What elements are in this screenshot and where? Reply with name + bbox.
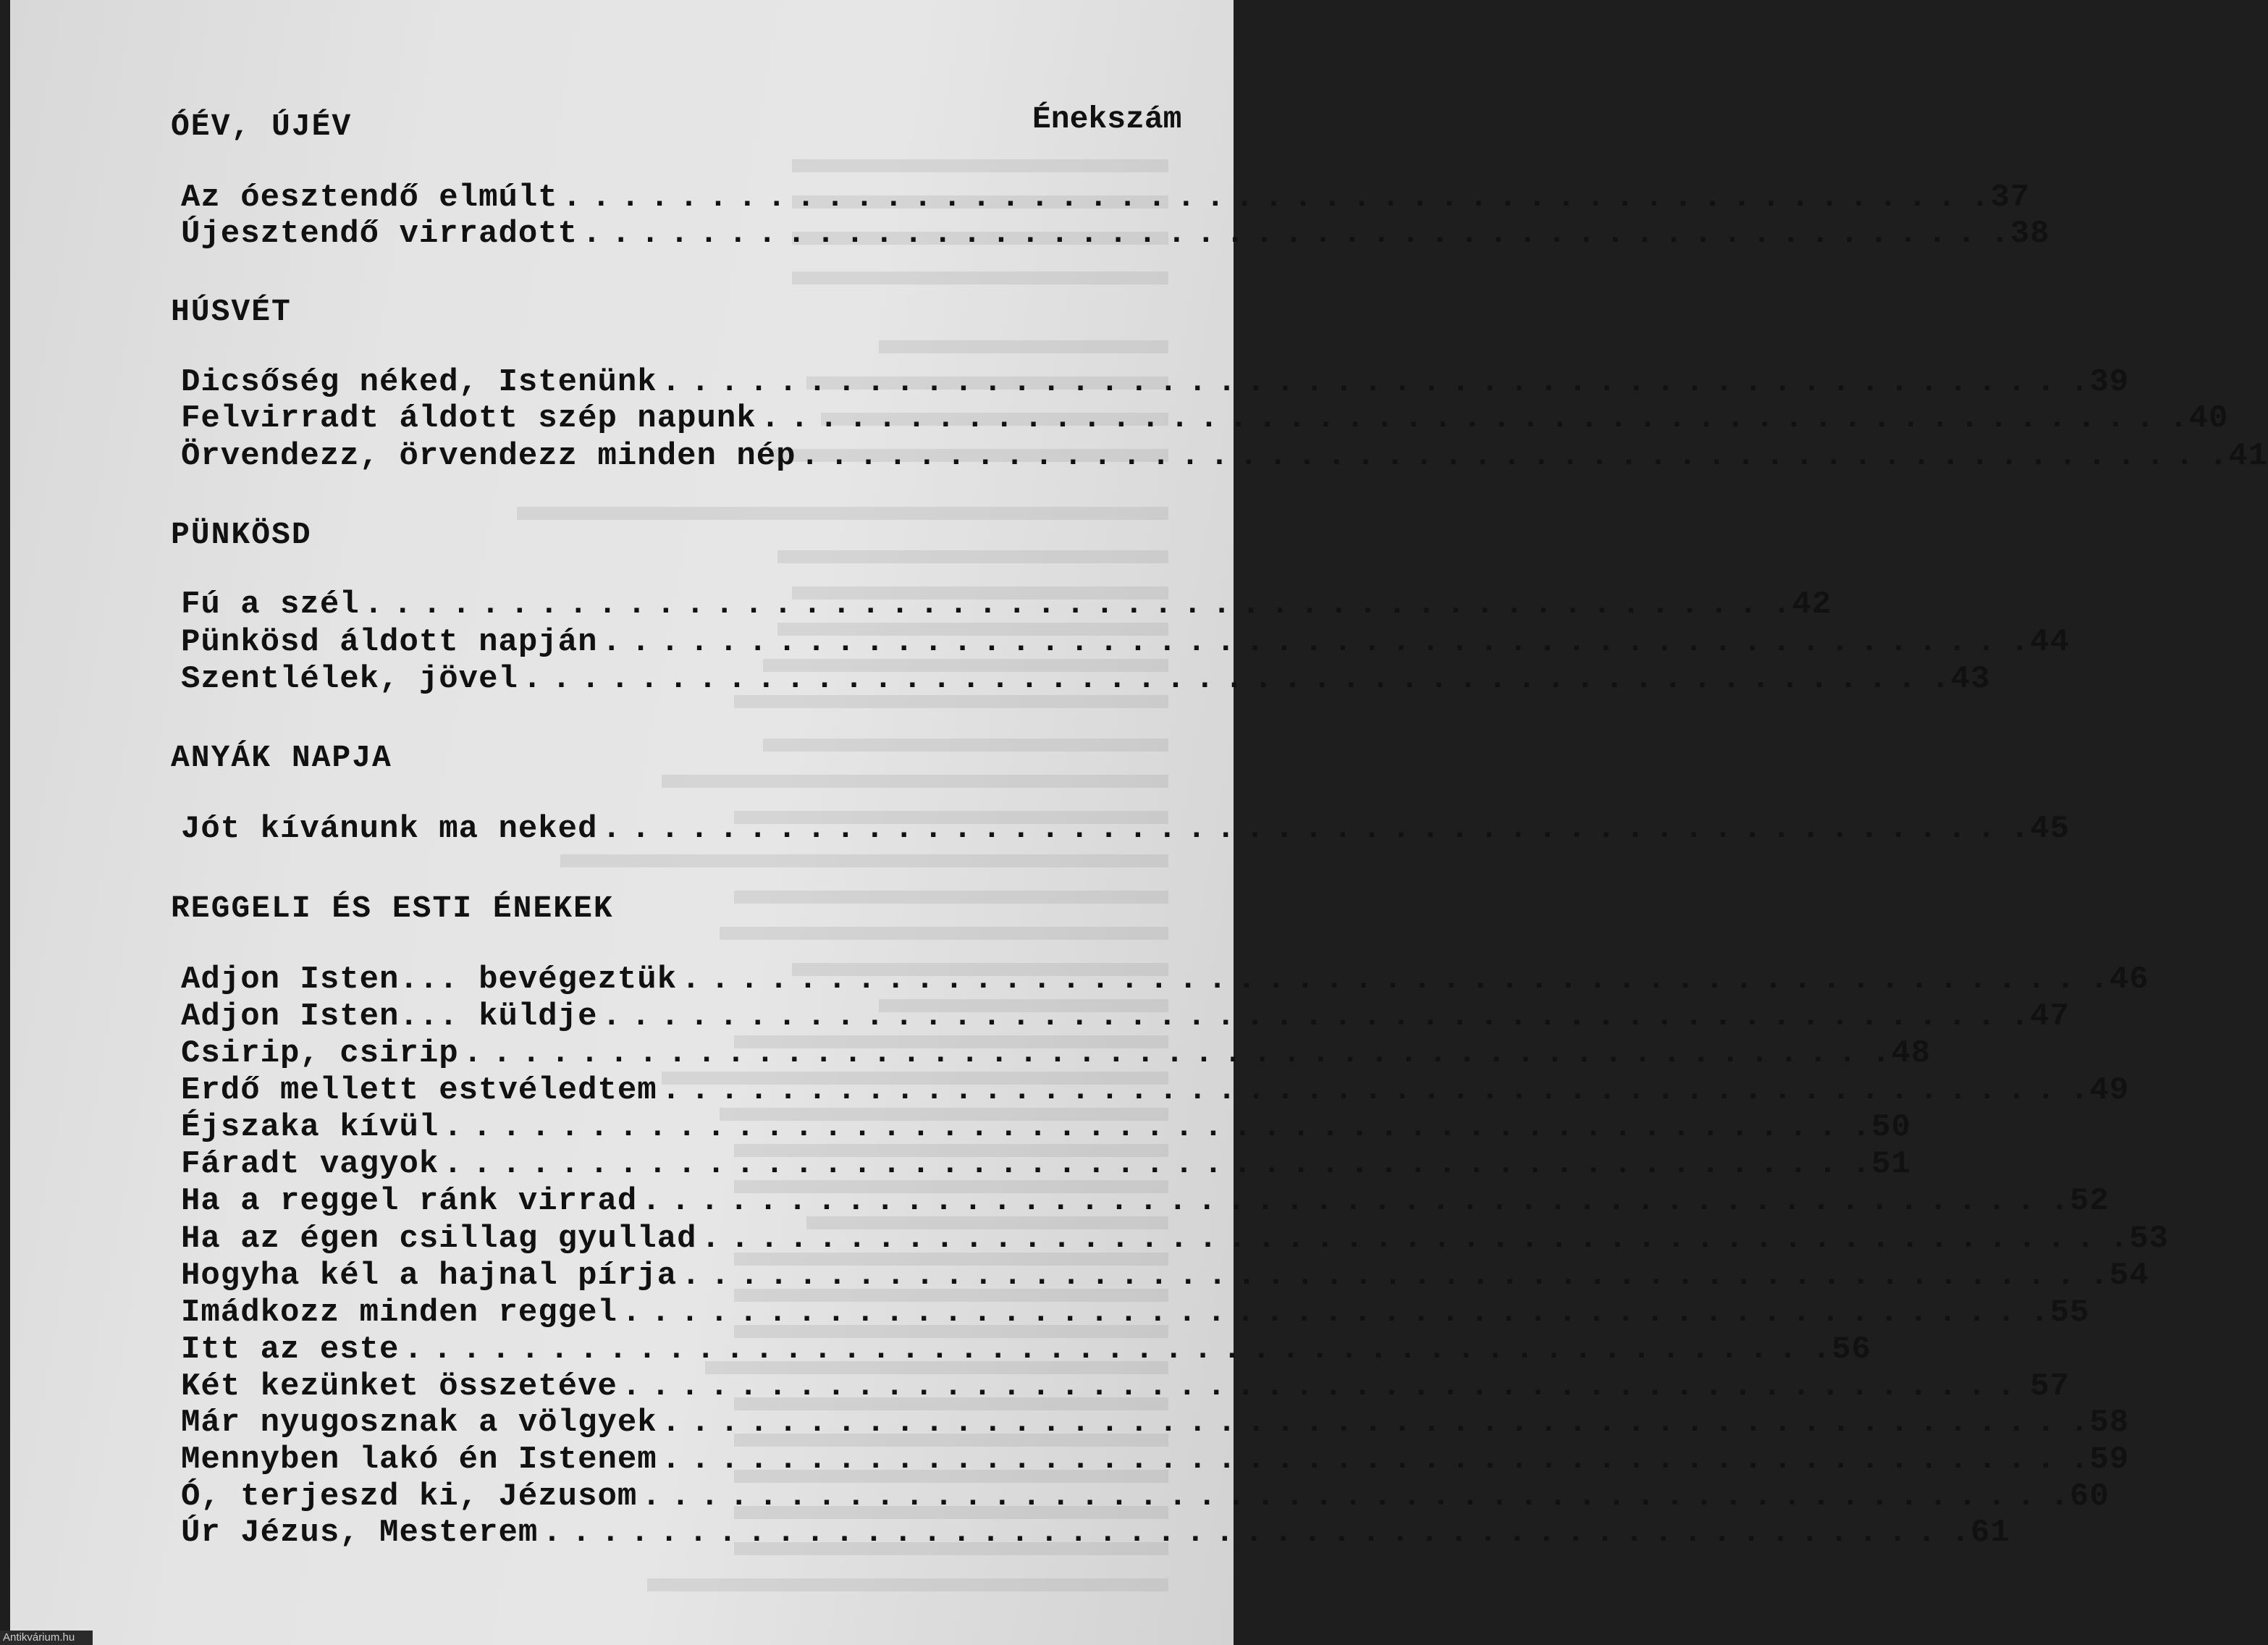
entry-title: Felvirradt áldott szép napunk: [181, 400, 756, 437]
entry-number: .40: [2169, 400, 2229, 437]
toc-entry: [181, 1109, 1911, 1145]
entry-number: .58: [2070, 1405, 2130, 1441]
toc-entry: [181, 998, 2070, 1035]
entry-number: .42: [1772, 586, 1832, 623]
entry-title: Imádkozz minden reggel: [181, 1295, 617, 1331]
entry-number: 57: [2030, 1368, 2070, 1405]
entry-number: .44: [2010, 624, 2070, 660]
entry-number: .37: [1970, 180, 2031, 216]
entry-title: Erdő mellett estvéledtem: [181, 1072, 657, 1108]
toc-entry: [181, 216, 2050, 252]
section-heading-anyak-napja: ANYÁK NAPJA: [171, 740, 392, 775]
column-header-song-number: Énekszám: [1032, 101, 1182, 137]
entry-title: Pünkösd áldott napján: [181, 624, 598, 660]
dot-leader: ................................................: [641, 1478, 2046, 1515]
dot-leader: ................................................: [661, 364, 2066, 400]
dot-leader: ................................................: [562, 180, 1967, 216]
toc-entry: [181, 1442, 2130, 1478]
section-heading-reggeli-es-esti-enekek: REGGELI ÉS ESTI ÉNEKEK: [171, 891, 614, 926]
dot-leader: ................................................: [641, 1183, 2046, 1219]
dot-leader: ................................................: [403, 1331, 1808, 1368]
entry-number: .46: [2089, 962, 2149, 998]
entry-title: Fú a szél: [181, 586, 360, 623]
dot-leader: ................................................: [443, 1146, 1847, 1182]
entry-title: Fáradt vagyok: [181, 1146, 439, 1182]
section-heading-punkosd: PÜNKÖSD: [171, 517, 312, 552]
toc-entry: [181, 1183, 2109, 1219]
entry-title: Jót kívánunk ma neked: [181, 811, 598, 847]
section-heading-oev-ujev: ÓÉV, ÚJÉV: [171, 109, 353, 144]
toc-entry: [181, 1478, 2109, 1515]
entry-number: .59: [2070, 1442, 2130, 1478]
dot-leader: ................................................: [661, 1405, 2066, 1441]
entry-number: .47: [2010, 998, 2070, 1035]
toc-entry: [181, 1035, 1931, 1072]
entry-title: Szentlélek, jövel: [181, 661, 518, 697]
section-heading-husvet: HÚSVÉT: [171, 294, 292, 329]
toc-entry: [181, 962, 2149, 998]
dot-leader: ................................................: [443, 1109, 1847, 1145]
entry-title: Már nyugosznak a völgyek: [181, 1405, 657, 1441]
entry-title: Itt az este: [181, 1331, 400, 1368]
entry-title: Hogyha kél a hajnal pírja: [181, 1258, 678, 1294]
entry-title: Csirip, csirip: [181, 1035, 459, 1072]
dot-leader: ................................................: [701, 1221, 2105, 1257]
entry-number: .52: [2049, 1183, 2109, 1219]
toc-entry: [181, 586, 1832, 623]
entry-title: Ha az égen csillag gyullad: [181, 1221, 697, 1257]
entry-number: .51: [1851, 1146, 1911, 1182]
entry-number: .53: [2109, 1221, 2170, 1257]
entry-number: .60: [2049, 1478, 2109, 1515]
dot-leader: ................................................: [582, 216, 1986, 252]
toc-entry: [181, 364, 2130, 400]
toc-entry: [181, 811, 2070, 847]
entry-title: Ha a reggel ránk virrad: [181, 1183, 638, 1219]
dot-leader: ................................................: [522, 661, 1927, 697]
toc-entry: [181, 180, 2031, 216]
entry-number: .43: [1931, 661, 1991, 697]
entry-number: .54: [2089, 1258, 2149, 1294]
toc-entry: [181, 624, 2070, 660]
toc-entry: [181, 1368, 2070, 1405]
entry-title: Adjon Isten... bevégeztük: [181, 962, 678, 998]
entry-title: Mennyben lakó én Istenem: [181, 1442, 657, 1478]
dot-leader: ................................................: [681, 962, 2086, 998]
entry-number: .41: [2208, 438, 2268, 474]
dot-leader: ................................................: [661, 1442, 2066, 1478]
entry-number: .55: [2030, 1295, 2090, 1331]
dot-leader: ................................................: [760, 400, 2165, 437]
entry-title: Újesztendő virradott: [181, 216, 578, 252]
entry-title: Az óesztendő elmúlt: [181, 180, 558, 216]
entry-number: .38: [1990, 216, 2050, 252]
watermark-logo: Antikvárium.hu: [0, 1631, 93, 1645]
dot-leader: ................................................: [363, 586, 1769, 623]
dot-leader: ................................................: [661, 1072, 2066, 1108]
entry-number: .39: [2070, 364, 2130, 400]
toc-entry: [181, 1146, 1911, 1182]
dot-leader: ................................................: [602, 998, 2006, 1035]
dot-leader: ................................................: [621, 1295, 2026, 1331]
entry-title: Ó, terjeszd ki, Jézusom: [181, 1478, 638, 1515]
entry-number: .56: [1811, 1331, 1872, 1368]
toc-entry: [181, 1295, 2090, 1331]
toc-entry: [181, 1405, 2130, 1441]
toc-entry: [181, 1072, 2130, 1108]
toc-entry: [181, 1331, 1872, 1368]
entry-title: Dicsőség néked, Istenünk: [181, 364, 657, 400]
dot-leader: ................................................: [542, 1515, 1947, 1551]
entry-title: Örvendezz, örvendezz minden nép: [181, 438, 796, 474]
dot-leader: ................................................: [602, 811, 2006, 847]
dot-leader: ................................................: [800, 438, 2204, 474]
entry-title: Adjon Isten... küldje: [181, 998, 598, 1035]
entry-number: .50: [1851, 1109, 1911, 1145]
toc-entry: [181, 400, 2229, 437]
toc-entry: [181, 438, 2268, 474]
toc-entry: [181, 1221, 2170, 1257]
entry-title: Úr Jézus, Mesterem: [181, 1515, 539, 1551]
entry-number: .61: [1950, 1515, 2010, 1551]
dot-leader: ................................................: [463, 1035, 1868, 1072]
toc-entry: [181, 661, 1991, 697]
entry-number: .49: [2070, 1072, 2130, 1108]
toc-entry: [181, 1515, 2010, 1551]
entry-title: Két kezünket összetéve: [181, 1368, 617, 1405]
toc-entry: [181, 1258, 2149, 1294]
entry-title: Éjszaka kívül: [181, 1109, 439, 1145]
dot-leader: ................................................: [602, 624, 2006, 660]
dot-leader: ................................................: [681, 1258, 2086, 1294]
entry-number: .45: [2010, 811, 2070, 847]
book-page: [10, 0, 2268, 1645]
entry-number: .48: [1871, 1035, 1931, 1072]
dot-leader: ................................................: [621, 1368, 2026, 1405]
